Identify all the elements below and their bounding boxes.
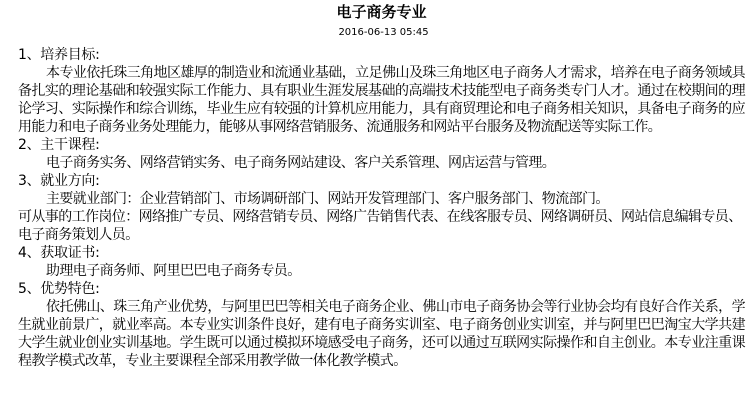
employment-positions: 可从事的工作岗位：网络推广专员、网络营销专员、网络广告销售代表、在线客服专员、网络调研员、网站信息编辑专员、电子商务策划人员。	[18, 209, 742, 243]
section-body-certificates: 助理电子商务师、阿里巴巴电子商务专员。	[46, 263, 301, 279]
publish-timestamp: 2016-06-13 05:45	[338, 27, 429, 38]
section-heading-certificates: 4、获取证书:	[18, 245, 100, 261]
employment-departments: 主要就业部门：企业营销部门、市场调研部门、网站开发管理部门、客户服务部门、物流部门。	[46, 191, 609, 207]
article-body	[18, 46, 745, 370]
section-heading-courses: 2、主干课程:	[18, 137, 100, 153]
section-heading-advantages: 5、优势特色:	[18, 281, 100, 297]
section-heading-goal: 1、培养目标:	[18, 47, 100, 63]
section-body-goal: 本专业依托珠三角地区雄厚的制造业和流通业基础，立足佛山及珠三角地区电子商务人才需求，培养在电子商务领域具备扎实的理论基础和较强实际工作能力、具有职业生涯发展基础的高端技术技能型电子商务类专门人才。通过在校期间的理论学习、实际操作和综合训练，毕业生应有较强的计算机应用能力，具有商贸理论和电子商务相关知识，具备电子商务的应用能力和电子商务业务处理能力，能够从事网络营销服务、流通服务和网站平台服务及物流配送等实际工作。	[18, 65, 745, 135]
section-body-courses: 电子商务实务、网络营销实务、电子商务网站建设、客户关系管理、网店运营与管理。	[46, 155, 556, 171]
page-title: 电子商务专业	[336, 3, 427, 21]
section-heading-employment: 3、就业方向:	[18, 173, 100, 189]
section-body-advantages: 依托佛山、珠三角产业优势，与阿里巴巴等相关电子商务企业、佛山市电子商务协会等行业协会均有良好合作关系，学生就业前景广，就业率高。本专业实训条件良好，建有电子商务实训室、电子商务创业实训室，并与阿里巴巴淘宝大学共建大学生就业创业实训基地。学生既可以通过模拟环境感受电子商务，还可以通过互联网实际操作和自主创业。本专业注重课程教学模式改革，专业主要课程全部采用教学做一体化教学模式。	[18, 299, 745, 369]
